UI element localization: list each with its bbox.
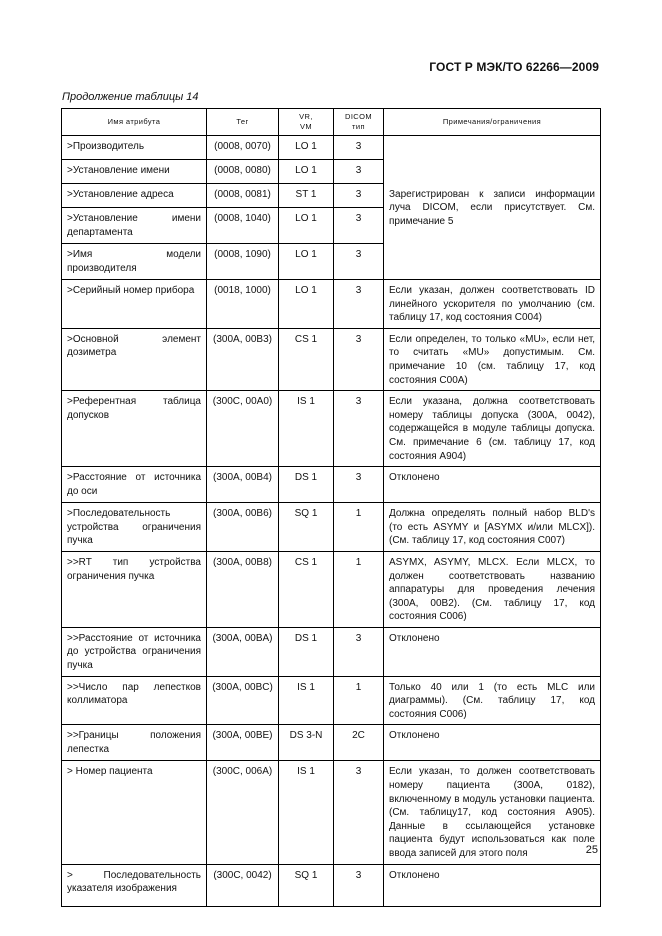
table-row (62, 503, 601, 552)
attribute-type: 3 (334, 467, 384, 503)
attribute-note: Если указан, должен соответствовать ID линейного ускорителя по умолчанию (см. таблицу 17, код состояния С004) (384, 280, 601, 329)
attribute-name: >Производитель (62, 136, 207, 160)
col-header-name: Имя атрибута (62, 109, 207, 136)
attribute-tag: (300C, 0042) (207, 864, 279, 906)
table-row (62, 551, 601, 627)
attribute-vr: DS 1 (279, 467, 334, 503)
attribute-name: >>Расстояние от источника до устройства ограничения пучка (62, 627, 207, 676)
table-row (62, 136, 601, 160)
table-header-row (62, 109, 601, 136)
attribute-tag: (0008, 0081) (207, 184, 279, 208)
attribute-name: >Основной элемент дозиметра (62, 328, 207, 390)
attribute-type: 1 (334, 676, 384, 725)
attribute-type: 3 (334, 328, 384, 390)
attribute-type: 1 (334, 551, 384, 627)
attribute-note: Отклонено (384, 467, 601, 503)
attribute-tag: (300A, 00BA) (207, 627, 279, 676)
attribute-type: 3 (334, 761, 384, 864)
attribute-vr: DS 3-N (279, 725, 334, 761)
attribute-type: 3 (334, 391, 384, 467)
attribute-note-merged: Зарегистрирован к записи информации луча DICOM, если присутствует. См. примечание 5 (384, 136, 601, 280)
page-number: 25 (585, 844, 598, 856)
attribute-type: 2C (334, 725, 384, 761)
attribute-type: 3 (334, 627, 384, 676)
attribute-note: Если указан, то должен соответствовать номеру пациента (300А, 0182), включенному в модуль установки пациента. (См. таблицу17, код состояния А905). Данные в ссылающейся установке пациента будут использоваться как поле ввода записей для этого поля (384, 761, 601, 864)
attribute-tag: (0008, 1090) (207, 244, 279, 280)
attribute-name: >Референтная таблица допусков (62, 391, 207, 467)
attribute-note: Должна определять полный набор BLD's (то есть ASYMY и [ASYMX и/или MLCX]). (См. таблицу 17, код состояния С007) (384, 503, 601, 552)
attribute-name: >Последовательность устройства ограничения пучка (62, 503, 207, 552)
col-header-vr: VR, VM (279, 109, 334, 136)
attribute-name: >Установление имени (62, 160, 207, 184)
attribute-note: Если определен, то только «MU», если нет, то считать «MU» допустимым. См. примечание 10 (см. таблицу 17, код состояния С00А) (384, 328, 601, 390)
attribute-vr: IS 1 (279, 761, 334, 864)
attribute-table (61, 108, 601, 907)
attribute-tag: (0008, 0080) (207, 160, 279, 184)
standard-designation: ГОСТ Р МЭК/ТО 62266—2009 (429, 60, 599, 74)
table-row (62, 864, 601, 906)
attribute-tag: (300A, 00BE) (207, 725, 279, 761)
attribute-vr: LO 1 (279, 208, 334, 244)
attribute-name: >>Число пар лепестков коллиматора (62, 676, 207, 725)
attribute-name: >Установление адреса (62, 184, 207, 208)
attribute-type: 3 (334, 280, 384, 329)
attribute-name: >>RT тип устройства ограничения пучка (62, 551, 207, 627)
attribute-note: Отклонено (384, 627, 601, 676)
attribute-name: > Последовательность указателя изображения (62, 864, 207, 906)
attribute-vr: LO 1 (279, 244, 334, 280)
table-row (62, 328, 601, 390)
attribute-vr: IS 1 (279, 391, 334, 467)
attribute-note: Если указана, должна соответствовать номеру таблицы допуска (300А, 0042), содержащейся в модуле таблицы допуска. См. примечание 6 (см. таблицу 17, код состояния А904) (384, 391, 601, 467)
table-continuation-caption: Продолжение таблицы 14 (62, 91, 199, 103)
attribute-vr: CS 1 (279, 551, 334, 627)
attribute-tag: (300A, 00B6) (207, 503, 279, 552)
attribute-tag: (0018, 1000) (207, 280, 279, 329)
attribute-tag: (300A, 00BC) (207, 676, 279, 725)
attribute-vr: LO 1 (279, 280, 334, 329)
attribute-note: Отклонено (384, 725, 601, 761)
table-row (62, 627, 601, 676)
attribute-vr: SQ 1 (279, 503, 334, 552)
attribute-vr: DS 1 (279, 627, 334, 676)
col-header-type: DICOM тип (334, 109, 384, 136)
table-row (62, 280, 601, 329)
attribute-vr: CS 1 (279, 328, 334, 390)
attribute-vr: IS 1 (279, 676, 334, 725)
attribute-vr: ST 1 (279, 184, 334, 208)
attribute-vr: LO 1 (279, 136, 334, 160)
attribute-type: 3 (334, 244, 384, 280)
attribute-type: 3 (334, 184, 384, 208)
attribute-vr: SQ 1 (279, 864, 334, 906)
table-row (62, 725, 601, 761)
attribute-note: ASYMX, ASYMY, MLCX. Если MLCX, то должен соответствовать названию аппаратуры для проведения лечения (300А, 00В2). (См. таблицу 17, код состояния С006) (384, 551, 601, 627)
attribute-type: 3 (334, 160, 384, 184)
col-header-tag: Тег (207, 109, 279, 136)
attribute-name: >Расстояние от источника до оси (62, 467, 207, 503)
attribute-tag: (300A, 00B8) (207, 551, 279, 627)
attribute-note: Отклонено (384, 864, 601, 906)
attribute-name: >Серийный номер прибора (62, 280, 207, 329)
attribute-tag: (300A, 00B4) (207, 467, 279, 503)
attribute-vr: LO 1 (279, 160, 334, 184)
table-row (62, 761, 601, 864)
attribute-name: >Имя модели производителя (62, 244, 207, 280)
attribute-name: >>Границы положения лепестка (62, 725, 207, 761)
table-row (62, 391, 601, 467)
attribute-name: >Установление имени департамента (62, 208, 207, 244)
attribute-type: 3 (334, 136, 384, 160)
attribute-type: 3 (334, 864, 384, 906)
attribute-tag: (0008, 1040) (207, 208, 279, 244)
attribute-tag: (300A, 00B3) (207, 328, 279, 390)
attribute-type: 3 (334, 208, 384, 244)
col-header-notes: Примечания/ограничения (384, 109, 601, 136)
attribute-type: 1 (334, 503, 384, 552)
attribute-note: Только 40 или 1 (то есть MLC или диаграммы). (См. таблицу 17, код состояния С006) (384, 676, 601, 725)
attribute-tag: (0008, 0070) (207, 136, 279, 160)
attribute-tag: (300C, 00A0) (207, 391, 279, 467)
table-row (62, 676, 601, 725)
table-row (62, 467, 601, 503)
attribute-name: > Номер пациента (62, 761, 207, 864)
attribute-tag: (300C, 006A) (207, 761, 279, 864)
